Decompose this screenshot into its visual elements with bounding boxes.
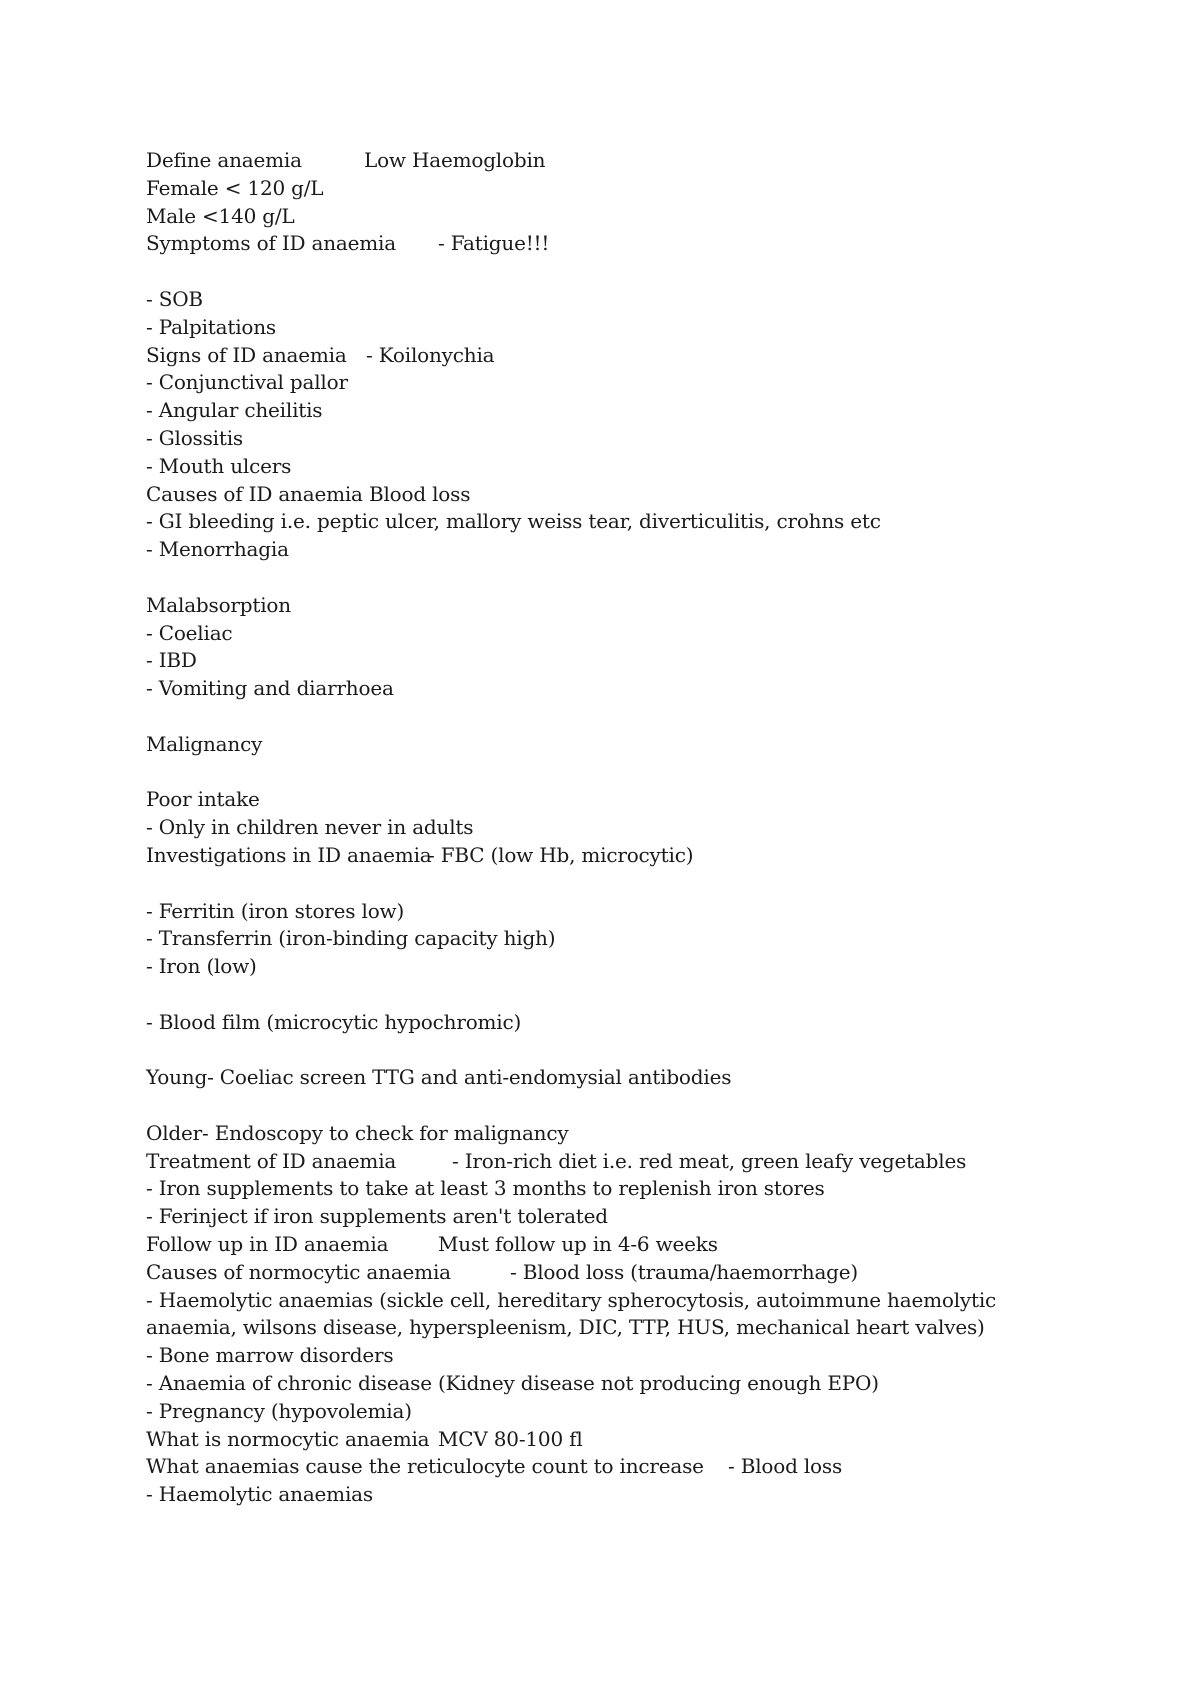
malabsorption-heading: Malabsorption xyxy=(146,592,291,617)
blank-line xyxy=(146,258,1146,286)
signs-question: Signs of ID anaemia xyxy=(146,342,347,367)
document-body xyxy=(146,147,1146,1509)
treatment-question: Treatment of ID anaemia xyxy=(146,1148,397,1173)
normocytic-definition-question: What is normocytic anaemia xyxy=(146,1426,430,1451)
cause-coeliac: - Coeliac xyxy=(146,620,233,645)
blank-line xyxy=(146,870,1146,898)
investigations-question: Investigations in ID anaemia xyxy=(146,842,432,867)
symptoms-line xyxy=(146,230,1146,258)
blank-line xyxy=(146,981,1146,1009)
define-answer: Low Haemoglobin xyxy=(364,148,546,172)
cause-menorrhagia: - Menorrhagia xyxy=(146,537,289,562)
cause-gi-bleeding: - GI bleeding i.e. peptic ulcer, mallory weiss tear, diverticulitis, crohns etc xyxy=(146,509,881,534)
sign-angular: - Angular cheilitis xyxy=(146,398,323,423)
female-threshold: Female < 120 g/L xyxy=(146,175,324,200)
treatment-answer: - Iron-rich diet i.e. red meat, green leafy vegetables xyxy=(452,1148,967,1173)
signs-line xyxy=(146,342,1146,370)
reticulocyte-question: What anaemias cause the reticulocyte count to increase xyxy=(146,1454,704,1479)
normocytic-causes-question: Causes of normocytic anaemia xyxy=(146,1259,451,1284)
cause-ibd: - IBD xyxy=(146,648,197,673)
cause-bone-marrow: - Bone marrow disorders xyxy=(146,1343,394,1368)
sign-glossitis: - Glossitis xyxy=(146,425,243,450)
invest-ferritin: - Ferritin (iron stores low) xyxy=(146,898,405,923)
treatment-ferinject: - Ferinject if iron supplements aren't tolerated xyxy=(146,1204,608,1229)
define-anaemia-line xyxy=(146,147,1146,175)
male-threshold: Male <140 g/L xyxy=(146,203,295,228)
causes-answer: Blood loss xyxy=(368,481,471,506)
cause-vomiting: - Vomiting and diarrhoea xyxy=(146,676,394,701)
cause-children: - Only in children never in adults xyxy=(146,815,474,840)
normocytic-causes-line xyxy=(146,1259,1146,1287)
reticulocyte-haemolytic: - Haemolytic anaemias xyxy=(146,1482,373,1507)
treatment-supplements: - Iron supplements to take at least 3 months to replenish iron stores xyxy=(146,1176,825,1201)
follow-up-line xyxy=(146,1231,1146,1259)
reticulocyte-answer: - Blood loss xyxy=(728,1454,843,1479)
normocytic-causes-answer: - Blood loss (trauma/haemorrhage) xyxy=(510,1259,859,1284)
blank-line xyxy=(146,1092,1146,1120)
blank-line xyxy=(146,759,1146,787)
invest-older: Older- Endoscopy to check for malignancy xyxy=(146,1120,569,1145)
normocytic-definition-answer: MCV 80-100 fl xyxy=(438,1426,583,1451)
cause-chronic-disease: - Anaemia of chronic disease (Kidney disease not producing enough EPO) xyxy=(146,1371,879,1396)
follow-up-question: Follow up in ID anaemia xyxy=(146,1232,389,1257)
sign-mouth-ulcers: - Mouth ulcers xyxy=(146,453,292,478)
sign-conjunctival: - Conjunctival pallor xyxy=(146,370,348,395)
symptoms-answer: - Fatigue!!! xyxy=(438,231,550,256)
investigations-line xyxy=(146,842,1146,870)
blank-line xyxy=(146,1037,1146,1065)
cause-haemolytic-1: - Haemolytic anaemias (sickle cell, hereditary spherocytosis, autoimmune haemolytic xyxy=(146,1287,997,1312)
causes-question: Causes of ID anaemia xyxy=(146,481,363,506)
invest-blood-film: - Blood film (microcytic hypochromic) xyxy=(146,1009,522,1034)
blank-line xyxy=(146,564,1146,592)
treatment-line xyxy=(146,1148,1146,1176)
follow-up-answer: Must follow up in 4-6 weeks xyxy=(438,1232,718,1257)
normocytic-definition-line xyxy=(146,1426,1146,1454)
poor-intake-heading: Poor intake xyxy=(146,787,260,812)
causes-line xyxy=(146,481,1146,509)
symptom-palpitations: - Palpitations xyxy=(146,314,276,339)
cause-haemolytic-2: anaemia, wilsons disease, hyperspleenism, DIC, TTP, HUS, mechanical heart valves) xyxy=(146,1315,985,1340)
cause-pregnancy: - Pregnancy (hypovolemia) xyxy=(146,1398,412,1423)
invest-young: Young- Coeliac screen TTG and anti-endomysial antibodies xyxy=(146,1065,732,1090)
reticulocyte-line xyxy=(146,1453,1146,1481)
define-question: Define anaemia xyxy=(146,148,302,172)
invest-transferrin: - Transferrin (iron-binding capacity high) xyxy=(146,926,556,951)
invest-iron: - Iron (low) xyxy=(146,954,257,979)
blank-line xyxy=(146,703,1146,731)
malignancy-heading: Malignancy xyxy=(146,731,263,756)
signs-answer: - Koilonychia xyxy=(366,342,495,367)
symptoms-question: Symptoms of ID anaemia xyxy=(146,231,396,256)
symptom-sob: - SOB xyxy=(146,286,203,311)
investigations-answer: - FBC (low Hb, microcytic) xyxy=(428,842,694,867)
